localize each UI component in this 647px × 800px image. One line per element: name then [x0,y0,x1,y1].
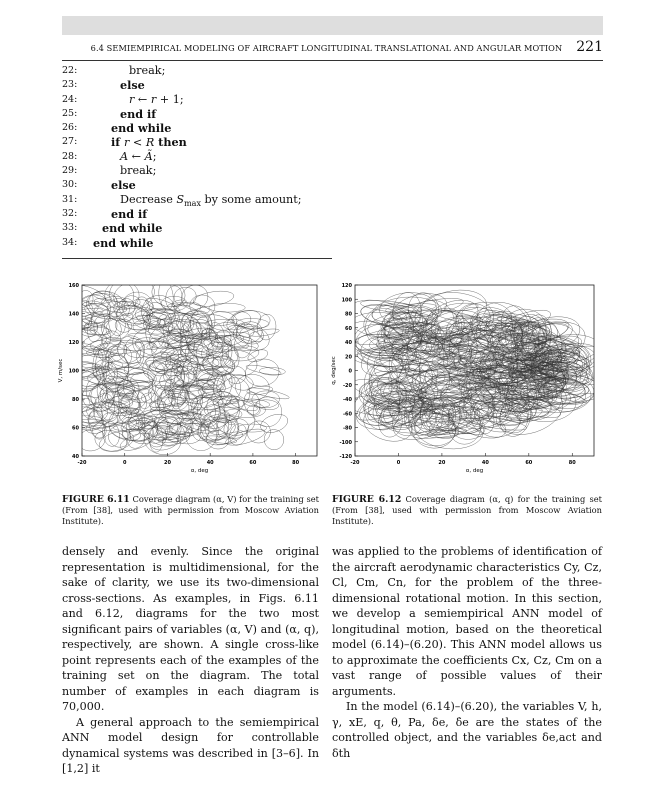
coverage-plot-alpha-v [55,280,323,475]
coverage-plot-alpha-q [328,280,600,475]
algorithm-bottom-rule [62,258,332,259]
code-text: r ← r + 1; [129,92,184,106]
y-tick-label: 80 [72,397,79,403]
trajectory-cloud [342,283,600,452]
trajectory-mark [107,345,124,356]
trajectory-mark [209,303,245,312]
mask [594,280,600,475]
trajectory-mark [247,386,290,401]
trajectory-mark [213,396,232,408]
line-number: 27: [62,136,78,148]
body-column-right [332,544,602,761]
y-tick-label: -20 [342,382,352,389]
line-number: 24: [62,93,78,105]
x-axis-label: α, deg [465,468,484,474]
line-number: 33: [62,222,78,234]
body-column-left [62,544,319,777]
header-rule [62,60,603,61]
trajectory-mark [144,319,166,349]
algorithm-line [62,121,362,135]
x-tick-label: 60 [525,460,533,466]
y-tick-label: -40 [342,397,352,403]
y-tick-label: 120 [341,283,352,289]
figure-6-11 [55,280,323,475]
y-tick-label: -80 [342,425,352,432]
line-number: 31: [62,193,78,205]
line-number: 34: [62,236,78,248]
page-number: 221 [576,39,603,55]
x-tick-label: 60 [249,460,257,466]
trajectory-cloud [64,280,291,458]
y-tick-label: 120 [68,340,79,346]
y-tick-label: 20 [345,354,352,361]
x-tick-label: -20 [77,460,87,466]
y-tick-label: -100 [339,439,352,446]
line-number: 25: [62,107,78,119]
x-tick-label: 80 [568,460,576,466]
body-paragraph: A general approach to the semiempirical ANN model design for controllable dynamical systems was described in [3–6]. In [1,2] it [62,715,319,775]
trajectory-mark [262,427,286,452]
mask [55,456,323,475]
y-tick-label: 160 [68,283,79,289]
y-tick-label: 100 [341,297,352,304]
trajectory-mark [253,396,283,427]
algorithm-line [62,150,362,164]
body-paragraph: In the model (6.14)–(6.20), the variables V, h, γ, xE, q, θ, Pa, δe, δ̇e are the states of the controlled object, and the variables δe,act and δth [332,700,602,760]
code-text: else [111,178,136,193]
code-text: break; [120,164,157,178]
x-tick-label: 40 [481,460,489,466]
algorithm-line [62,64,362,78]
running-head [62,39,603,57]
line-number: 23: [62,79,78,91]
running-title: 6.4 SEMIEMPIRICAL MODELING OF AIRCRAFT LONGITUDINAL TRANSLATIONAL AND ANGULAR MOTION [90,43,563,53]
x-tick-label: 20 [163,460,171,466]
caption-text: Coverage diagram (α, q) for the training set (From [38], used with permission from Moscow Aviation Institute). [332,494,602,527]
trajectory-mark [243,356,281,388]
y-tick-label: 100 [68,368,79,375]
code-text: end while [111,121,172,136]
body-paragraph: was applied to the problems of identification of the aircraft aerodynamic characteristics Cy, Cz, Cl, Cm, Cn, for the problem of the three-dimensional rotational motion. In this section, we develop a semiempirical ANN model of longitudinal motion, based on the theoretical model (6.14)–(6.20). This ANN model allows us to approximate the coefficients Cx, Cz, Cm on a vast range of possible values of their arguments. [332,545,602,698]
trajectory-mark [258,411,290,436]
x-tick-label: -20 [350,460,360,466]
caption-label: FIGURE 6.11 [62,494,130,505]
mask [328,456,600,475]
y-tick-label: -60 [342,411,352,418]
figure-6-12-caption [332,494,602,528]
line-number: 28: [62,150,78,162]
x-tick-label: 80 [292,460,300,466]
x-tick-label: 20 [438,460,446,466]
trajectory-mark [149,404,186,428]
x-tick-label: 0 [396,460,401,466]
x-tick-label: 40 [206,460,214,466]
code-text: Decrease $S_{max}$ by some amount; [120,192,302,208]
body-paragraph: densely and evenly. Since the original representation is multidimensional, for the sake of clarity, we use its two-dimensional cross-sections. As examples, in Figs. 6.11 and 6.12, diagrams for the two most significant pairs of variables (α, V) and (α, q), respectively, are shown. A single cross-like point represents each of the examples of the training set on the diagram. The total number of examples in each diagram is 70,000. [62,545,319,713]
code-text: end if [111,206,148,221]
code-text: end while [102,221,163,236]
y-axis-label: q, deg/sec [331,356,337,385]
trajectory-mark [259,367,285,376]
mask [328,280,600,285]
code-text: break; [129,64,166,77]
algorithm-line [62,236,362,250]
trajectory-mark [192,289,235,309]
y-tick-label: 60 [345,325,352,332]
algorithm-line [62,135,362,149]
code-text: end if [120,106,157,121]
algorithm-line [62,207,362,221]
line-number: 26: [62,122,78,134]
algorithm-line [62,164,362,178]
algorithm-line [62,193,362,207]
caption-label: FIGURE 6.12 [332,494,402,505]
y-tick-label: 40 [72,454,79,460]
code-text: else [120,78,145,93]
line-number: 29: [62,165,78,177]
code-text: A ← Ã; [120,149,157,163]
header-bar [62,16,603,35]
figure-6-11-caption [62,494,319,528]
line-number: 22: [62,65,78,76]
algorithm-line [62,78,362,92]
y-tick-label: -120 [339,454,352,460]
algorithm-line [62,178,362,192]
figure-6-12 [328,280,600,475]
algorithm-line [62,93,362,107]
algorithm-listing [62,64,362,250]
algorithm-line [62,107,362,121]
algorithm-line [62,221,362,235]
x-tick-label: 0 [122,460,127,466]
trajectory-mark [245,363,281,376]
y-axis-label: V, m/sec [58,358,64,383]
mask [317,280,323,475]
line-number: 30: [62,179,78,191]
y-tick-label: 140 [68,311,79,318]
trajectory-mark [224,426,267,449]
y-tick-label: 80 [345,311,352,318]
code-text: if r < R then [111,135,187,150]
y-tick-label: 40 [345,340,352,346]
line-number: 32: [62,207,78,219]
caption-text: Coverage diagram (α, V) for the training set (From [38], used with permission from Moscow Aviation Institute). [62,494,320,527]
y-tick-label: 0 [348,368,352,375]
mask [55,280,323,285]
code-text: end while [93,235,154,250]
x-axis-label: α, deg [190,468,209,474]
trajectory-mark [180,379,223,409]
y-tick-label: 60 [72,425,79,432]
trajectory-mark [237,424,266,432]
